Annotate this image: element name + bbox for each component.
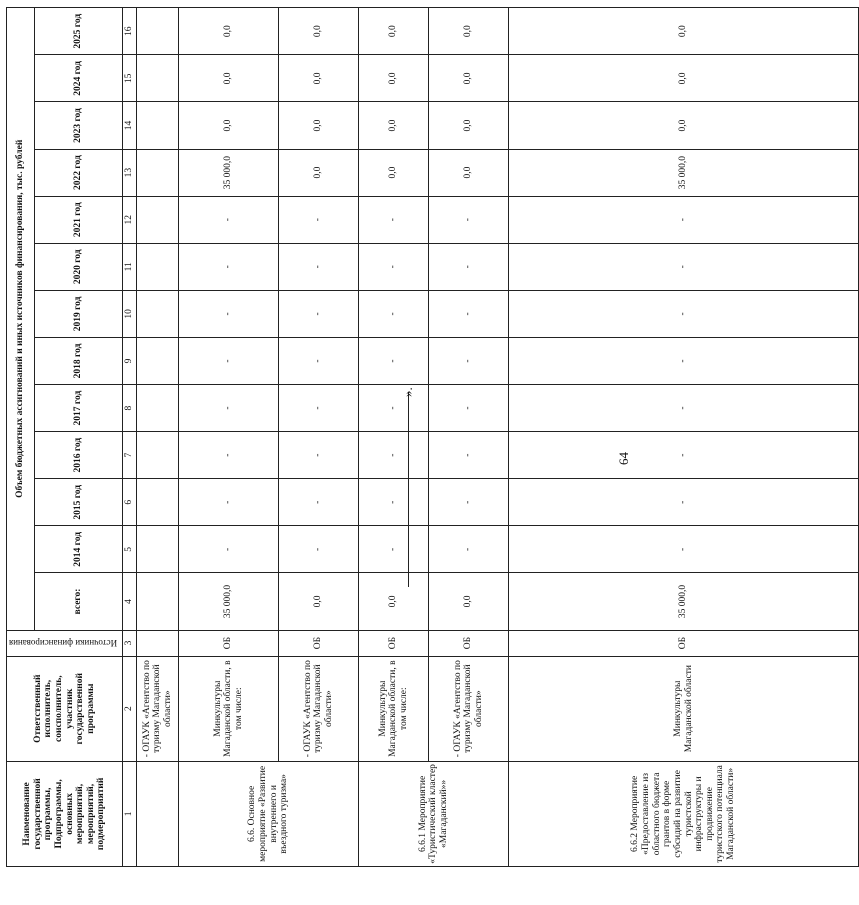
column-number: 2 [123,656,137,761]
cell-value: - [279,385,359,432]
end-line [408,392,409,587]
cell-value: 0,0 [359,102,429,149]
cell-value: 0,0 [359,149,429,196]
cell-value: - [509,526,859,573]
page-number: 64 [616,452,631,465]
cell-value: 35 000,0 [179,149,279,196]
cell-value: - [509,196,859,243]
end-mark: ». [400,387,415,397]
cell-value: - [509,385,859,432]
cell-source: ОБ [279,630,359,656]
cell-total: 35 000,0 [509,573,859,630]
cell-value: 0,0 [279,102,359,149]
cell-value: - [359,479,429,526]
column-number: 13 [123,149,137,196]
table-row [179,8,279,867]
column-number: 3 [123,630,137,656]
cell-name: 6.6. Основное мероприятие «Развитие внутреннего и въездного туризма» [179,761,359,866]
cell-value [137,432,179,479]
column-number: 16 [123,8,137,55]
cell-value: - [509,290,859,337]
cell-source [137,630,179,656]
table-row [359,8,429,867]
header-year: 2018 год [35,337,123,384]
cell-source: ОБ [359,630,429,656]
cell-value: 0,0 [429,55,509,102]
column-number: 1 [123,761,137,866]
cell-value: - [359,337,429,384]
cell-executor: Минкультуры Магаданской области, в том числе: [359,656,429,761]
cell-value [137,102,179,149]
cell-value: - [509,479,859,526]
cell-name: 6.6.2 Мероприятие «Предоставление из областного бюджета грантов в форме субсидий на развитие туристской инфраструктуры и продвижение туристского потенциала Магаданской области» [509,761,859,866]
cell-value [137,526,179,573]
cell-value: - [429,385,509,432]
cell-value: - [179,432,279,479]
cell-value: - [179,526,279,573]
column-number: 10 [123,290,137,337]
cell-value: - [279,479,359,526]
cell-value: - [179,196,279,243]
cell-total: 0,0 [359,573,429,630]
table-row [509,8,859,867]
cell-value: - [359,196,429,243]
cell-total: 0,0 [279,573,359,630]
column-number: 15 [123,55,137,102]
cell-value [137,55,179,102]
header-volume: Объем бюджетных ассигнований и иных источников финансирования, тыс. рублей [7,8,35,631]
cell-value: - [509,337,859,384]
cell-value: - [279,196,359,243]
table-row [429,8,509,867]
cell-source: ОБ [179,630,279,656]
cell-value: - [429,290,509,337]
cell-value: - [179,479,279,526]
cell-value: - [429,243,509,290]
cell-total: 0,0 [429,573,509,630]
cell-value: - [359,526,429,573]
header-year: 2024 год [35,55,123,102]
cell-value: - [509,432,859,479]
cell-value: 0,0 [429,102,509,149]
cell-value [137,243,179,290]
header-year: 2021 год [35,196,123,243]
header-year: 2015 год [35,479,123,526]
header-year: 2025 год [35,8,123,55]
cell-value: - [279,243,359,290]
cell-value: - [179,243,279,290]
cell-value: - [179,337,279,384]
cell-value: 0,0 [279,149,359,196]
column-number: 8 [123,385,137,432]
cell-value: 0,0 [509,55,859,102]
header-year: 2019 год [35,290,123,337]
cell-name [137,761,179,866]
column-number: 12 [123,196,137,243]
column-number: 7 [123,432,137,479]
cell-value: - [359,290,429,337]
cell-value: - [359,385,429,432]
cell-value: - [359,243,429,290]
cell-value [137,337,179,384]
cell-value: 0,0 [429,8,509,55]
column-number: 4 [123,573,137,630]
cell-source: ОБ [429,630,509,656]
header-year: 2014 год [35,526,123,573]
header-year: 2022 год [35,149,123,196]
header-year: 2016 год [35,432,123,479]
cell-value [137,196,179,243]
cell-value: - [429,479,509,526]
header-year: 2023 год [35,102,123,149]
header-source: Источники финансирования [7,630,123,656]
column-number: 9 [123,337,137,384]
column-number: 14 [123,102,137,149]
cell-value: 0,0 [359,8,429,55]
cell-value: - [509,243,859,290]
cell-value: - [359,432,429,479]
cell-value [137,385,179,432]
cell-value: - [279,526,359,573]
cell-source: ОБ [509,630,859,656]
cell-value: - [279,337,359,384]
cell-value: - [179,385,279,432]
header-total: всего: [35,573,123,630]
cell-executor: Минкультуры Магаданской области [509,656,859,761]
cell-value: 0,0 [509,102,859,149]
cell-value: 0,0 [279,8,359,55]
cell-value: - [429,196,509,243]
header-name: Наименование государственной программы, Подпрограммы, основных мероприятий, мероприятий, подмероприятий [7,761,123,866]
cell-total [137,573,179,630]
cell-value: 0,0 [179,8,279,55]
table-row [279,8,359,867]
cell-value: - [279,432,359,479]
cell-value: 0,0 [509,8,859,55]
header-year: 2020 год [35,243,123,290]
cell-value: 0,0 [359,55,429,102]
header-year: 2017 год [35,385,123,432]
cell-value [137,290,179,337]
table-row [137,8,179,867]
cell-value: 0,0 [429,149,509,196]
budget-table [6,7,859,867]
cell-value: 0,0 [279,55,359,102]
cell-value: - [429,337,509,384]
column-number: 11 [123,243,137,290]
cell-value: 35 000,0 [509,149,859,196]
cell-executor: - ОГАУК «Агентство по туризму Магаданской области» [137,656,179,761]
cell-executor: - ОГАУК «Агентство по туризму Магаданской области» [279,656,359,761]
cell-total: 35 000,0 [179,573,279,630]
cell-value [137,479,179,526]
cell-value: 0,0 [179,55,279,102]
cell-value: - [429,432,509,479]
column-number: 6 [123,479,137,526]
cell-value [137,8,179,55]
cell-executor: - ОГАУК «Агентство по туризму Магаданской области» [429,656,509,761]
cell-value: - [179,290,279,337]
column-number: 5 [123,526,137,573]
cell-value: 0,0 [179,102,279,149]
cell-name: 6.6.1 Мероприятие «Туристический кластер «Магаданский»» [359,761,509,866]
cell-executor: Минкультуры Магаданской области, в том числе: [179,656,279,761]
cell-value [137,149,179,196]
cell-value: - [279,290,359,337]
cell-value: - [429,526,509,573]
header-executor: Ответственный исполнитель, соисполнитель, участник государственной программы [7,656,123,761]
